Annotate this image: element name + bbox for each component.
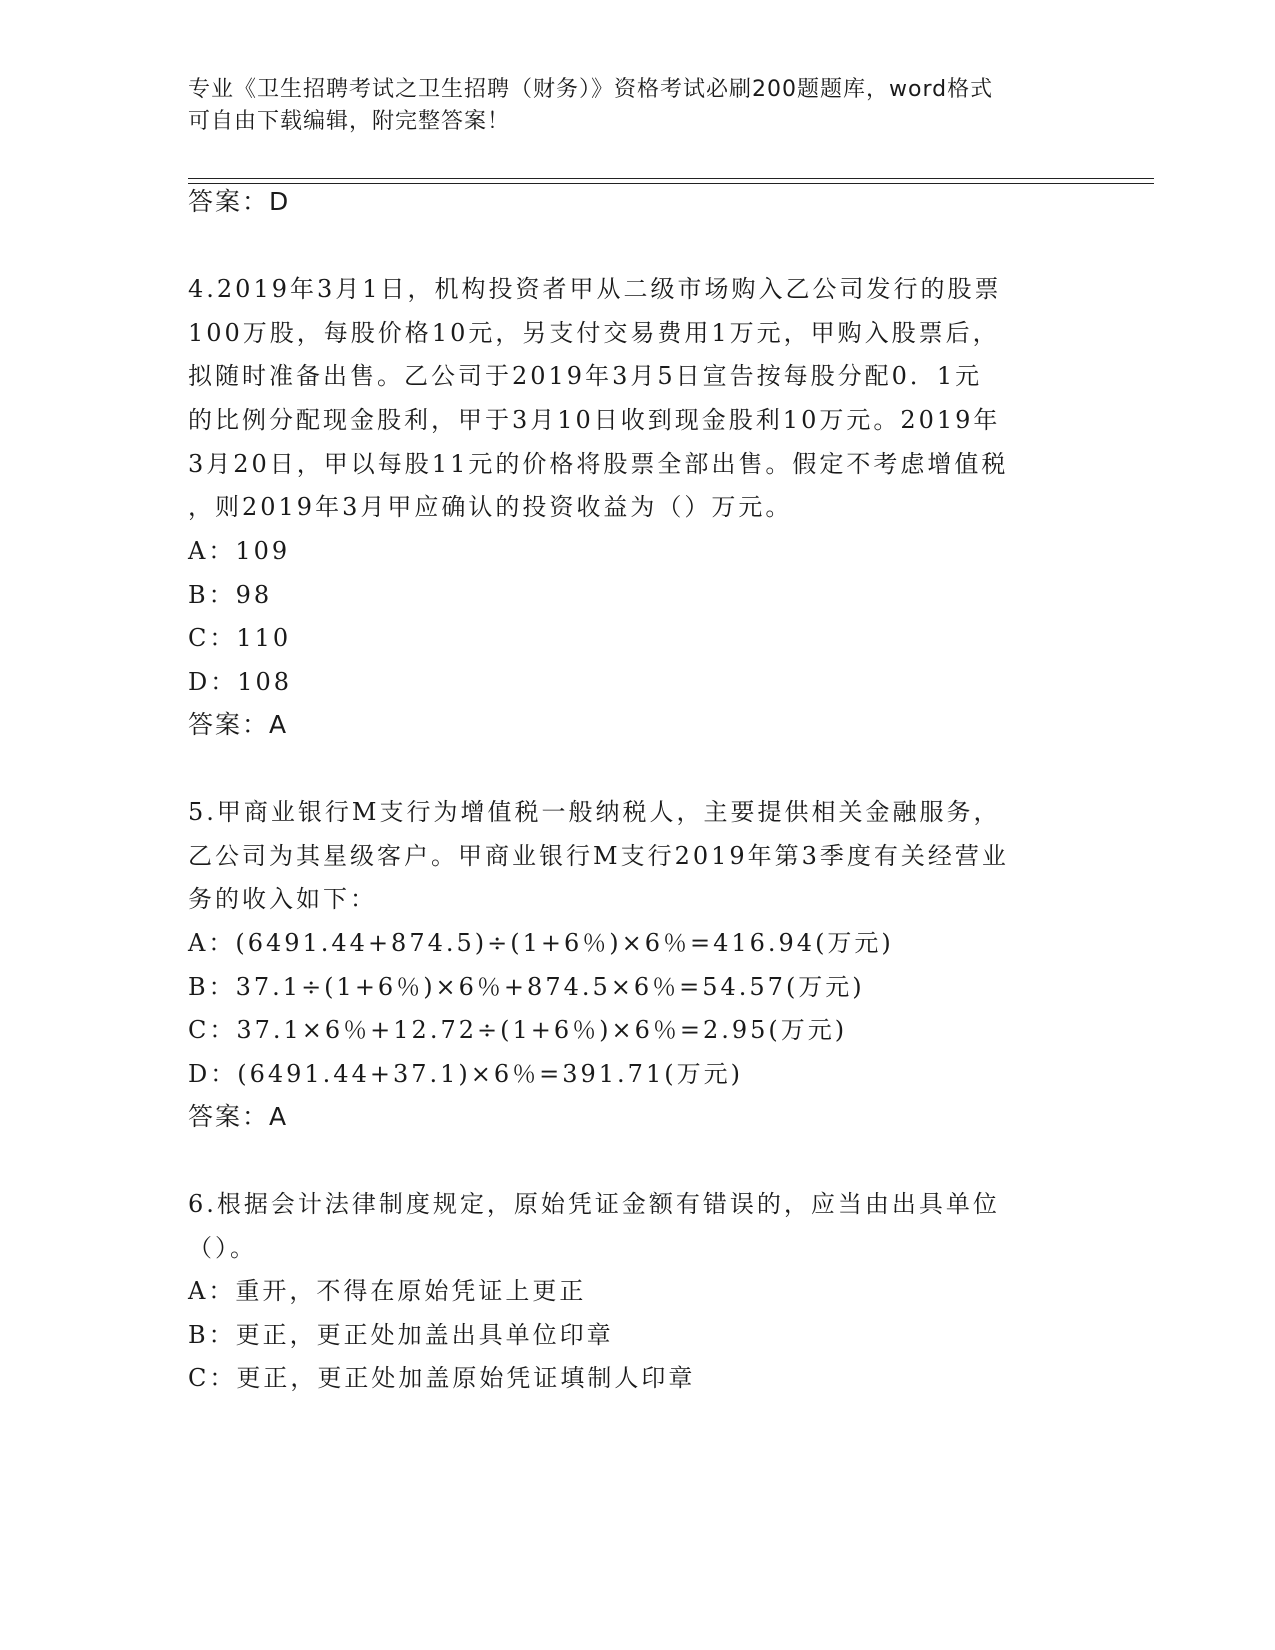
answer-q4: 答案：A xyxy=(188,710,289,739)
q6-option-a: A：重开，不得在原始凭证上更正 xyxy=(188,1277,587,1305)
q4-option-c: C：110 xyxy=(188,624,292,652)
q4-stem-line: 4.2019年3月1日，机构投资者甲从二级市场购入乙公司发行的股票 xyxy=(188,275,1002,303)
q5-option-d: D：(6491.44+37.1)×6％=391.71(万元) xyxy=(188,1060,743,1088)
q4-stem-line: ，则2019年3月甲应确认的投资收益为（）万元。 xyxy=(188,493,793,521)
document-header xyxy=(188,74,1068,138)
q6-option-b: B：更正，更正处加盖出具单位印章 xyxy=(188,1321,614,1349)
q4-option-a: A：109 xyxy=(188,537,291,565)
q6-stem-line: （）。 xyxy=(188,1234,257,1262)
header-line-1: 专业《卫生招聘考试之卫生招聘（财务）》资格考试必刷200题题库，word格式 xyxy=(188,77,994,102)
q5-option-a: A：(6491.44+874.5)÷(1+6％)×6％=416.94(万元) xyxy=(188,929,894,957)
answer-q5: 答案：A xyxy=(188,1102,289,1131)
q5-stem-line: 务的收入如下： xyxy=(188,885,377,913)
q6-option-c: C：更正，更正处加盖原始凭证填制人印章 xyxy=(188,1364,696,1392)
q4-stem-line: 100万股，每股价格10元，另支付交易费用1万元，甲购入股票后， xyxy=(188,319,1000,347)
q4-stem-line: 3月20日，甲以每股11元的价格将股票全部出售。假定不考虑增值税 xyxy=(188,450,1009,478)
q5-stem-line: 乙公司为其星级客户。甲商业银行M支行2019年第3季度有关经营业 xyxy=(188,842,1009,870)
q5-option-c: C：37.1×6％+12.72÷(1+6％)×6％=2.95(万元) xyxy=(188,1016,848,1044)
q5-option-b: B：37.1÷(1+6％)×6％+874.5×6％=54.57(万元) xyxy=(188,973,865,1001)
q4-stem-line: 的比例分配现金股利，甲于3月10日收到现金股利10万元。2019年 xyxy=(188,406,1001,434)
q6-stem-line: 6.根据会计法律制度规定，原始凭证金额有错误的，应当由出具单位 xyxy=(188,1190,1000,1218)
q5-stem-line: 5.甲商业银行M支行为增值税一般纳税人，主要提供相关金融服务， xyxy=(188,798,1001,826)
header-rule-bottom xyxy=(188,183,1154,184)
header-line-2: 可自由下载编辑，附完整答案！ xyxy=(188,109,511,134)
answer-q3: 答案：D xyxy=(188,187,291,216)
q4-option-b: B：98 xyxy=(188,581,273,609)
q4-option-d: D：108 xyxy=(188,668,293,696)
q4-stem-line: 拟随时准备出售。乙公司于2019年3月5日宣告按每股分配0．1元 xyxy=(188,362,983,390)
header-rule-top xyxy=(188,178,1154,179)
